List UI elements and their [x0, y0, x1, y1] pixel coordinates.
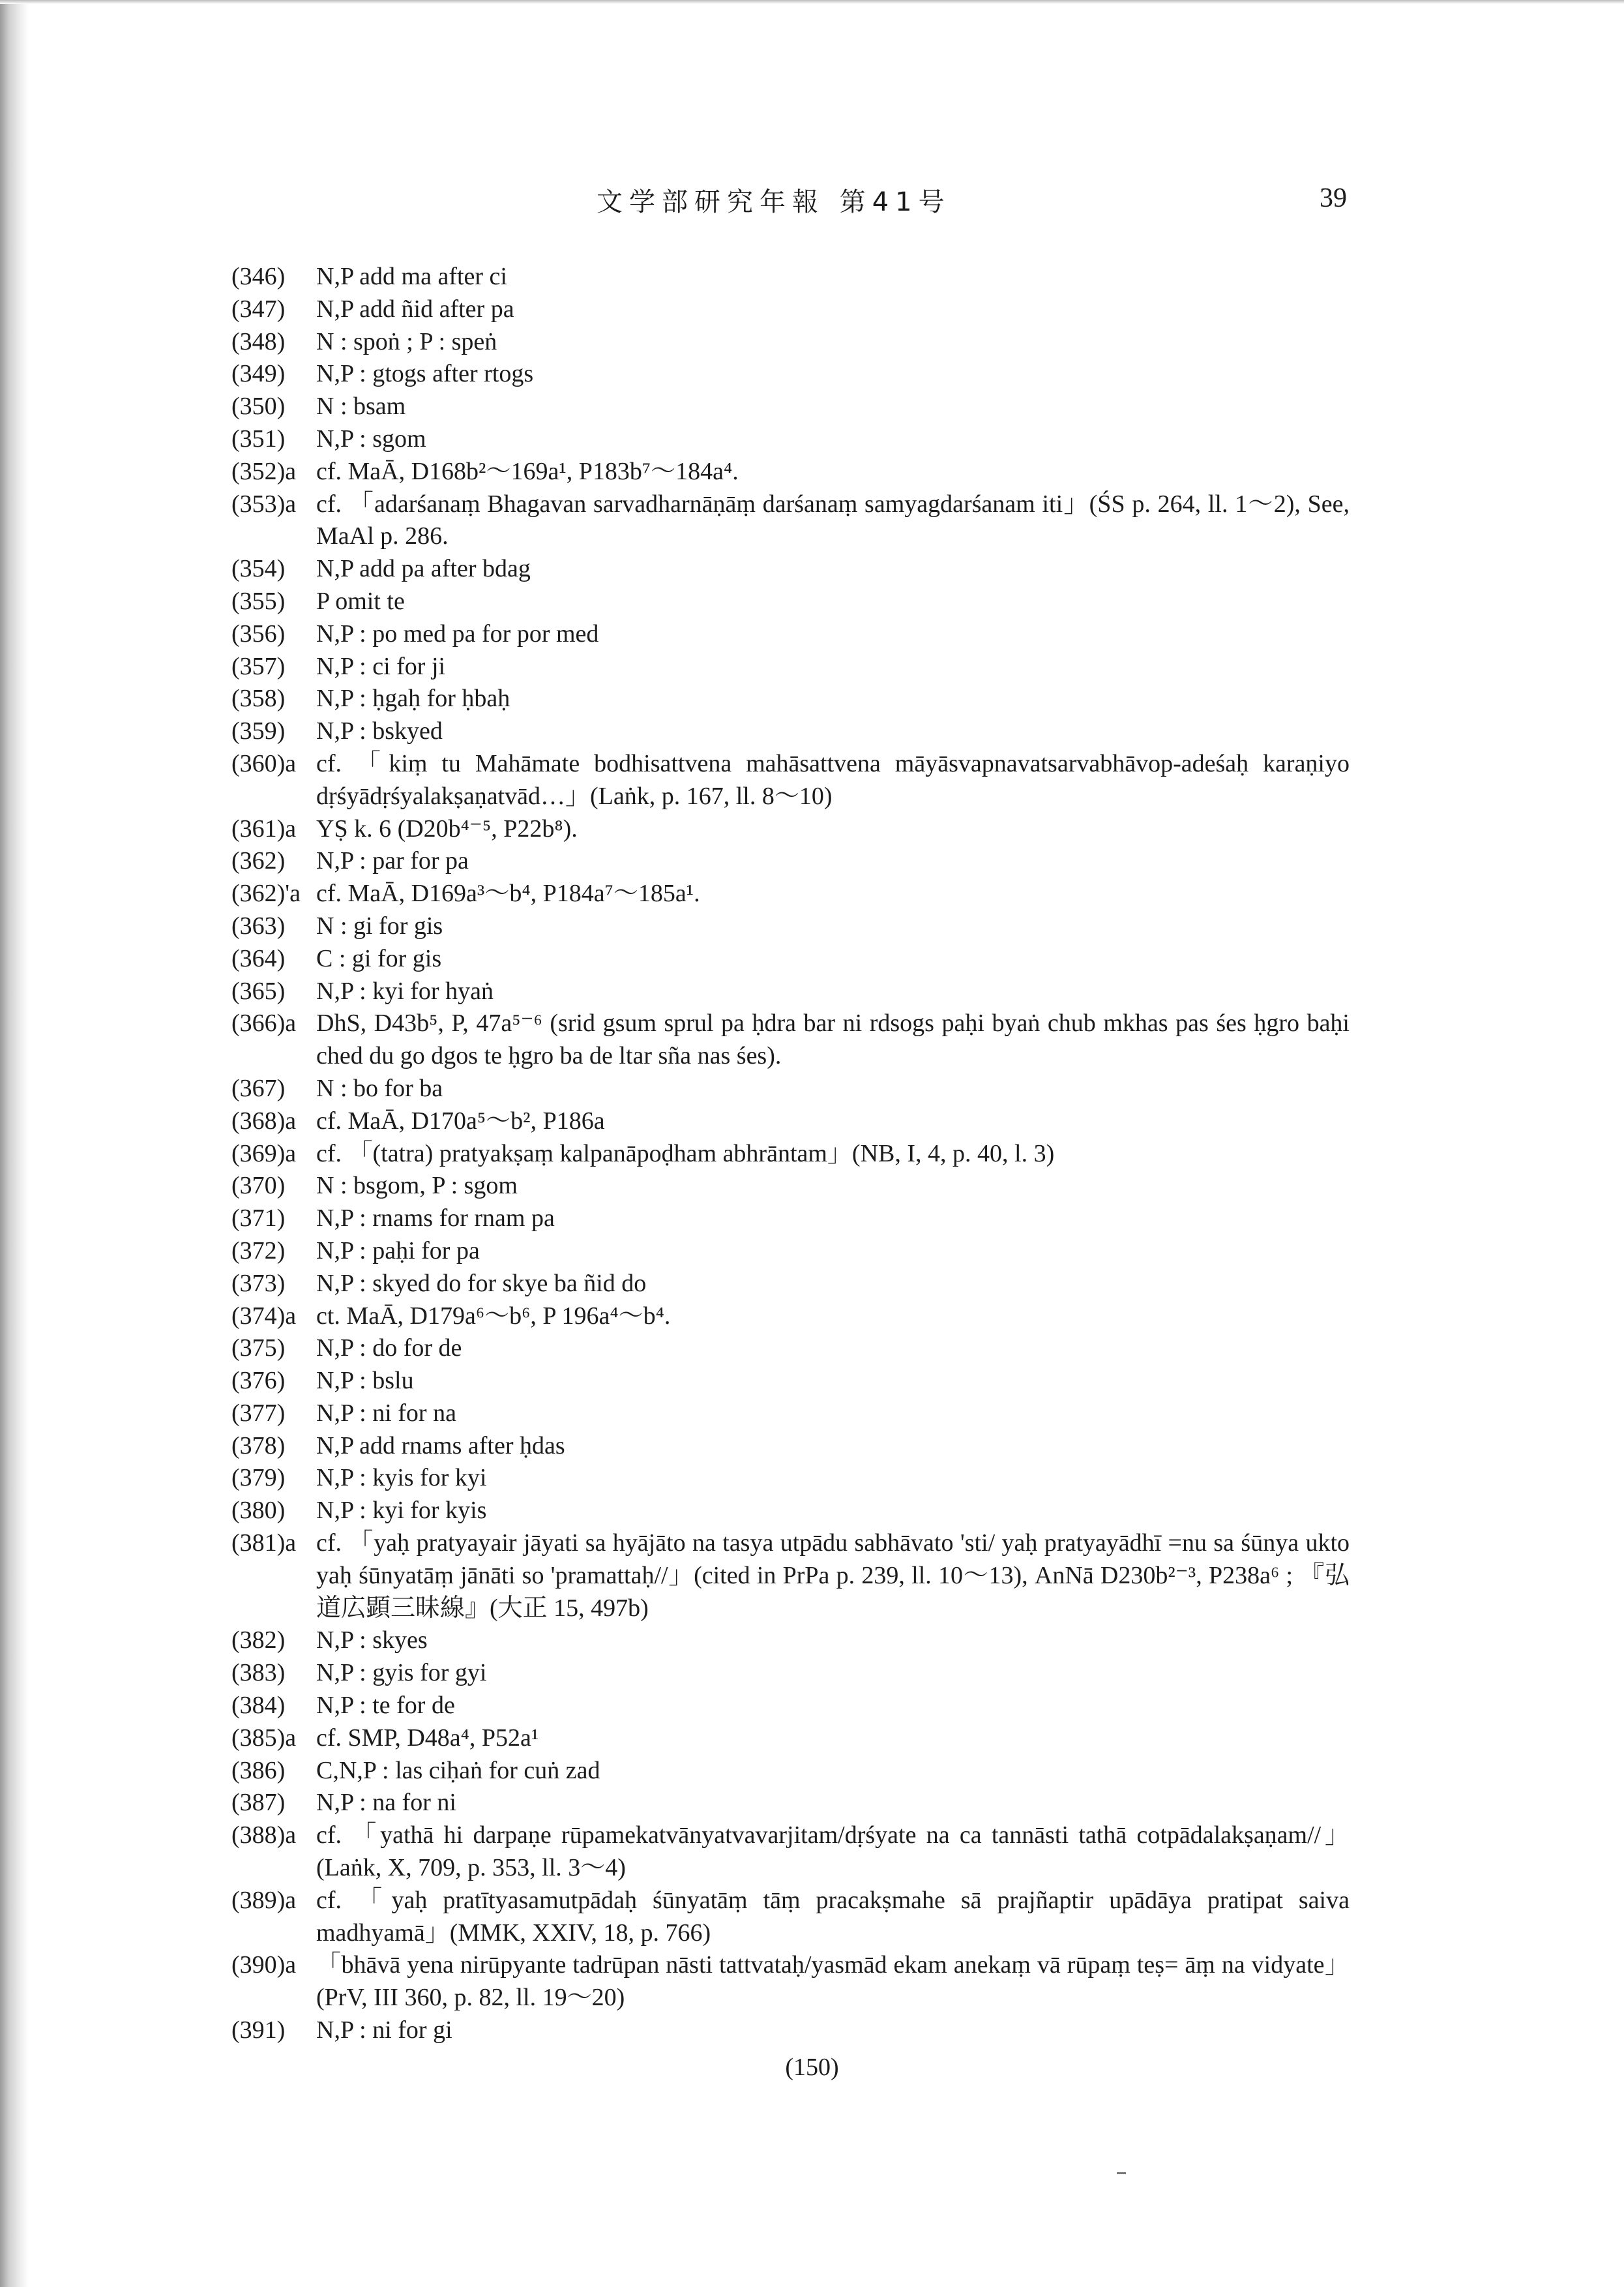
- scan-mark: [1117, 2172, 1126, 2174]
- note-text: cf. MaĀ, D169a³～b⁴, P184a⁷～185a¹.: [316, 880, 700, 908]
- note-item: [231, 1235, 1350, 1268]
- note-item: [231, 1527, 1350, 1624]
- note-item: [231, 976, 1350, 1008]
- note-number: (390)a: [231, 1951, 297, 1979]
- note-item: [231, 553, 1350, 586]
- note-item: [231, 1787, 1350, 1819]
- note-text: N,P add pa after bdag: [316, 555, 531, 583]
- note-text: P omit te: [316, 587, 405, 615]
- note-text: ct. MaĀ, D179a⁶～b⁶, P 196a⁴～b⁴.: [316, 1302, 671, 1330]
- note-item: [231, 943, 1350, 976]
- note-item: [231, 1495, 1350, 1527]
- note-item: [231, 651, 1350, 683]
- note-text: N,P : par for pa: [316, 847, 469, 875]
- note-text: N,P : gyis for gyi: [316, 1659, 487, 1687]
- note-number: (388)a: [231, 1821, 297, 1849]
- note-item: [231, 423, 1350, 456]
- note-text: C,N,P : las ciḥaṅ for cuṅ zad: [316, 1756, 600, 1784]
- note-text: cf. 「(tatra) pratyakṣaṃ kalpanāpoḍham abhrāntam」(NB, I, 4, p. 40, l. 3): [316, 1139, 1055, 1167]
- footer-page-label: (150): [785, 2054, 839, 2081]
- note-text: N,P : skyed do for skye ba ñid do: [316, 1269, 647, 1297]
- note-text: N,P : ḥgaḥ for ḥbaḥ: [316, 685, 510, 713]
- note-text: cf. MaĀ, D170a⁵～b², P186a: [316, 1107, 605, 1135]
- notes-list: [231, 261, 1350, 2047]
- note-number: (379): [231, 1464, 286, 1492]
- scan-top-edge: [0, 0, 1624, 4]
- note-item: [231, 813, 1350, 846]
- note-text: N,P : gtogs after rtogs: [316, 360, 534, 388]
- note-number: (354): [231, 555, 286, 583]
- note-text: N : spoṅ ; P : speṅ: [316, 327, 497, 355]
- note-number: (359): [231, 717, 286, 745]
- note-item: [231, 748, 1350, 813]
- note-text: N,P : na for ni: [316, 1789, 456, 1817]
- note-text: cf. 「yaḥ pratītyasamutpādaḥ śūnyatāṃ tāṃ pracakṣmahe sā prajñaptir upādāya pratipat saiva madhyamā」(MMK, XXIV, 18, p. 766): [316, 1886, 1350, 1947]
- note-number: (369)a: [231, 1139, 297, 1167]
- note-number: (368)a: [231, 1107, 297, 1135]
- note-number: (386): [231, 1756, 286, 1784]
- note-text: N,P : do for de: [316, 1334, 462, 1362]
- note-item: [231, 1073, 1350, 1105]
- note-number: (362)'a: [231, 880, 301, 908]
- note-number: (358): [231, 685, 286, 713]
- page-number: 39: [1320, 183, 1347, 213]
- note-text: cf. MaĀ, D168b²～169a¹, P183b⁷～184a⁴.: [316, 457, 739, 485]
- note-text: cf. SMP, D48a⁴, P52a¹: [316, 1724, 539, 1752]
- note-item: [231, 910, 1350, 943]
- note-text: N : gi for gis: [316, 912, 443, 940]
- note-text: N,P : te for de: [316, 1692, 455, 1720]
- note-item: [231, 1365, 1350, 1398]
- note-item: [231, 1398, 1350, 1430]
- note-number: (389)a: [231, 1886, 297, 1914]
- note-number: (370): [231, 1172, 286, 1200]
- note-number: (357): [231, 652, 286, 680]
- note-text: N : bsam: [316, 393, 406, 421]
- note-item: [231, 456, 1350, 488]
- note-item: [231, 1755, 1350, 1787]
- note-text: N,P : ni for na: [316, 1399, 456, 1427]
- note-number: (361)a: [231, 815, 297, 843]
- note-item: [231, 586, 1350, 618]
- note-item: [231, 391, 1350, 423]
- note-number: (355): [231, 587, 286, 615]
- note-text: N,P : skyes: [316, 1626, 428, 1654]
- note-text: N,P : kyis for kyi: [316, 1464, 487, 1492]
- note-text: N : bsgom, P : sgom: [316, 1172, 518, 1200]
- note-number: (373): [231, 1269, 286, 1297]
- note-number: (362): [231, 847, 286, 875]
- note-number: (391): [231, 2016, 286, 2044]
- page-header: [0, 177, 1624, 223]
- note-number: (377): [231, 1399, 286, 1427]
- note-number: (346): [231, 263, 286, 290]
- note-number: (349): [231, 360, 286, 388]
- note-item: [231, 488, 1350, 554]
- note-item: [231, 358, 1350, 391]
- note-number: (356): [231, 620, 286, 648]
- note-text: N,P add ma after ci: [316, 263, 507, 290]
- journal-title: 文学部研究年報 第41号: [597, 187, 951, 217]
- note-item: [231, 878, 1350, 910]
- note-item: [231, 1300, 1350, 1333]
- note-text: N,P : paḥi for pa: [316, 1236, 480, 1264]
- note-item: [231, 845, 1350, 878]
- note-number: (367): [231, 1074, 286, 1102]
- note-number: (385)a: [231, 1724, 297, 1752]
- note-text: N,P add ñid after pa: [316, 295, 514, 323]
- note-item: [231, 1657, 1350, 1690]
- note-number: (382): [231, 1626, 286, 1654]
- note-text: N,P add rnams after ḥdas: [316, 1431, 565, 1459]
- note-item: [231, 1819, 1350, 1885]
- note-number: (351): [231, 425, 286, 453]
- note-number: (383): [231, 1659, 286, 1687]
- note-text: YṢ k. 6 (D20b⁴⁻⁵, P22b⁸).: [316, 815, 578, 843]
- note-text: cf. 「yaḥ pratyayair jāyati sa hyājāto na tasya utpādu sabhāvato 'sti/ yaḥ pratyayādhī =nu sa śūnya ukto yaḥ śūnyatāṃ jānāti so 'pramattaḥ//」(cited in PrPa p. 239, ll. 10～13), AnNā D230b²⁻³, P238a⁶ ; 『弘道広顕三昧線』(大正 15, 497b): [316, 1529, 1350, 1622]
- note-item: [231, 1170, 1350, 1203]
- note-text: cf. 「kiṃ tu Mahāmate bodhisattvena mahāsattvena māyāsvapnavatsarvabhāvop-adeśaḥ karaṇiyo dṛśyādṛśyalakṣaṇatvād…」(Laṅk, p. 167, ll. 8～10): [316, 749, 1350, 810]
- note-text: N,P : kyi for hyaṅ: [316, 977, 494, 1005]
- note-text: N,P : ni for gi: [316, 2016, 452, 2044]
- note-item: [231, 2014, 1350, 2047]
- note-number: (347): [231, 295, 286, 323]
- note-number: (350): [231, 393, 286, 421]
- note-number: (376): [231, 1367, 286, 1395]
- note-text: DhS, D43b⁵, P, 47a⁵⁻⁶ (srid gsum sprul pa ḥdra bar ni rdsogs paḥi byaṅ chub mkhas pas śes ḥgro baḥi ched du go dgos te ḥgro ba de ltar sña nas śes).: [316, 1009, 1350, 1070]
- note-number: (375): [231, 1334, 286, 1362]
- note-number: (374)a: [231, 1302, 297, 1330]
- note-item: [231, 715, 1350, 748]
- note-item: [231, 1885, 1350, 1950]
- note-item: [231, 1949, 1350, 2014]
- note-number: (366)a: [231, 1009, 297, 1038]
- note-text: cf. 「yathā hi darpaṇe rūpamekatvānyatvavarjitam/dṛśyate na ca tannāsti tathā cotpādalakṣaṇam//」(Laṅk, X, 709, p. 353, ll. 3～4): [316, 1821, 1350, 1882]
- note-text: N,P : po med pa for por med: [316, 620, 599, 648]
- note-number: (353)a: [231, 490, 297, 518]
- note-text: N,P : ci for ji: [316, 652, 446, 680]
- note-text: 「bhāvā yena nirūpyante tadrūpan nāsti tattvataḥ/yasmād ekam anekaṃ vā rūpaṃ teṣ= āṃ na vidyate」(PrV, III 360, p. 82, ll. 19～20): [316, 1951, 1350, 2012]
- note-text: cf. 「adarśanaṃ Bhagavan sarvadharnāṇāṃ darśanaṃ samyagdarśanam iti」(ŚS p. 264, ll. 1～2), See, MaAl p. 286.: [316, 490, 1350, 550]
- note-number: (348): [231, 327, 286, 355]
- note-item: [231, 618, 1350, 651]
- note-number: (387): [231, 1789, 286, 1817]
- note-number: (363): [231, 912, 286, 940]
- note-text: N : bo for ba: [316, 1074, 443, 1102]
- note-number: (364): [231, 944, 286, 972]
- note-item: [231, 1268, 1350, 1300]
- note-number: (371): [231, 1204, 286, 1233]
- note-item: [231, 1008, 1350, 1073]
- note-text: N,P : bslu: [316, 1367, 414, 1395]
- note-number: (378): [231, 1431, 286, 1459]
- note-text: N,P : kyi for kyis: [316, 1497, 487, 1525]
- note-number: (352)a: [231, 457, 297, 485]
- note-number: (384): [231, 1692, 286, 1720]
- note-number: (380): [231, 1497, 286, 1525]
- note-item: [231, 326, 1350, 359]
- note-item: [231, 1203, 1350, 1235]
- note-item: [231, 1690, 1350, 1722]
- note-number: (372): [231, 1236, 286, 1264]
- note-text: C : gi for gis: [316, 944, 442, 972]
- note-text: N,P : sgom: [316, 425, 426, 453]
- note-item: [231, 1722, 1350, 1755]
- note-number: (381)a: [231, 1529, 297, 1557]
- note-item: [231, 293, 1350, 326]
- note-number: (365): [231, 977, 286, 1005]
- note-text: N,P : bskyed: [316, 717, 443, 745]
- note-text: N,P : rnams for rnam pa: [316, 1204, 555, 1233]
- note-item: [231, 1462, 1350, 1495]
- note-item: [231, 683, 1350, 715]
- note-item: [231, 1332, 1350, 1365]
- note-item: [231, 261, 1350, 293]
- note-number: (360)a: [231, 749, 297, 777]
- note-item: [231, 1105, 1350, 1138]
- note-item: [231, 1138, 1350, 1171]
- scan-binding-shadow: [0, 0, 29, 2287]
- note-item: [231, 1624, 1350, 1657]
- note-item: [231, 1430, 1350, 1463]
